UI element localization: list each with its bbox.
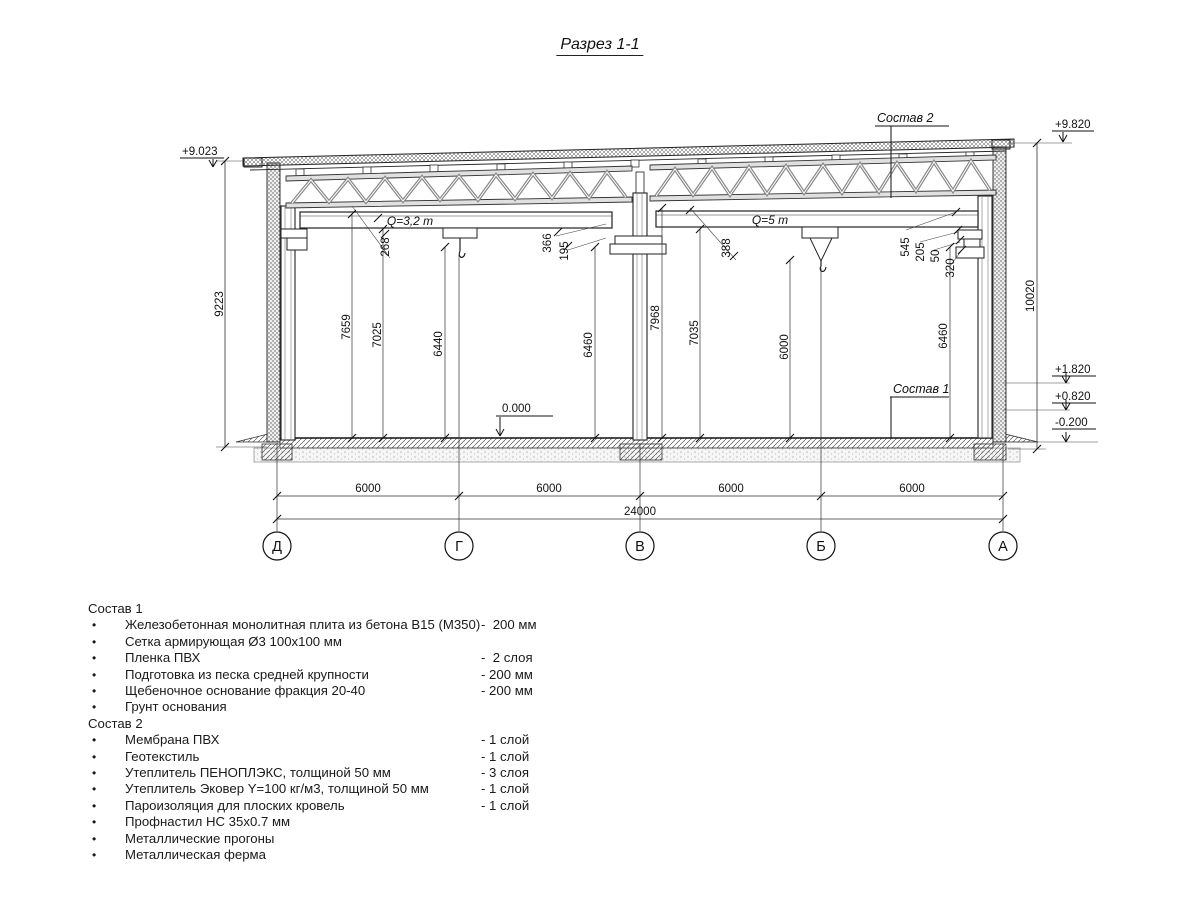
drawing-title: Разрез 1-1	[556, 36, 643, 56]
axis-label: В	[635, 539, 645, 555]
dim-inner: 7025	[372, 322, 384, 348]
elevation-roof-left: +9.023	[182, 146, 218, 158]
legend-item: • Утеплитель Эковер Y=100 кг/м3, толщиной 50 мм - 1 слой	[88, 781, 568, 797]
elevation-ground: -0.200	[1055, 417, 1088, 429]
axis-label: Д	[272, 539, 282, 555]
legend-item: • Подготовка из песка средней крупности - 200 мм	[88, 667, 568, 683]
dim-span: 6000	[355, 483, 381, 495]
bullet-icon: •	[92, 634, 97, 649]
bullet-icon: •	[92, 766, 97, 781]
elevation-roof-right: +9.820	[1055, 119, 1091, 131]
legend-item: • Пленка ПВХ - 2 слоя	[88, 650, 568, 666]
dim-detail: 268	[380, 237, 392, 257]
legend-item: • Металлическая ферма	[88, 847, 568, 863]
legend-item: • Сетка армирующая Ø3 100х100 мм	[88, 634, 568, 650]
legend-item: • Щебеночное основание фракция 20-40 - 200 мм	[88, 683, 568, 699]
bullet-icon: •	[92, 831, 97, 846]
bullet-icon: •	[92, 815, 97, 830]
dim-inner: 6460	[583, 332, 595, 358]
dim-span: 6000	[899, 483, 925, 495]
callout-sostav1: Состав 1	[893, 382, 950, 396]
legend-item: • Профнастил НС 35х0.7 мм	[88, 814, 568, 830]
bullet-icon: •	[92, 667, 97, 682]
callout-sostav2: Состав 2	[877, 111, 934, 125]
crane-capacity-right: Q=5 m	[751, 213, 789, 227]
dim-right-height: 10020	[1025, 280, 1037, 312]
dim-detail: 320	[945, 258, 957, 278]
grid-axes	[263, 532, 1017, 560]
dim-left-height: 9223	[214, 291, 226, 317]
bullet-icon: •	[92, 848, 97, 863]
truss-left	[286, 166, 632, 208]
dim-detail: 366	[542, 233, 554, 253]
bullet-icon: •	[92, 651, 97, 666]
bullet-icon: •	[92, 798, 97, 813]
crane-capacity-left: Q=3,2 m	[386, 214, 434, 228]
bullet-icon: •	[92, 749, 97, 764]
bullet-icon: •	[92, 733, 97, 748]
bullet-icon: •	[92, 782, 97, 797]
dim-inner: 7968	[650, 305, 662, 331]
legend-item: • Пароизоляция для плоских кровель - 1 слой	[88, 798, 568, 814]
dim-detail: 195	[559, 241, 571, 261]
dim-span: 6000	[536, 483, 562, 495]
bullet-icon: •	[92, 684, 97, 699]
dim-inner: 7659	[341, 314, 353, 340]
legend	[88, 601, 568, 864]
axis-label: Б	[816, 539, 826, 555]
legend-item: • Грунт основания	[88, 699, 568, 715]
elevation-wall-top: +1.820	[1055, 364, 1091, 376]
dim-inner: 7035	[689, 320, 701, 346]
dim-detail: 50	[930, 249, 942, 263]
dim-detail: 205	[915, 242, 927, 262]
elevation-floor: 0.000	[502, 403, 531, 415]
bullet-icon: •	[92, 700, 97, 715]
dim-inner: 6460	[938, 323, 950, 349]
legend-item: • Геотекстиль - 1 слой	[88, 749, 568, 765]
axis-label: А	[998, 539, 1008, 555]
dim-inner: 6000	[779, 334, 791, 360]
dim-span: 6000	[718, 483, 744, 495]
legend-item: • Металлические прогоны	[88, 831, 568, 847]
legend-sostav2-title: Состав 2	[88, 715, 143, 731]
elevation-wall-mid: +0.820	[1055, 391, 1091, 403]
dim-detail: 545	[900, 237, 912, 257]
legend-item: • Мембрана ПВХ - 1 слой	[88, 732, 568, 748]
legend-item: • Утеплитель ПЕНОПЛЭКС, толщиной 50 мм - 3 слоя	[88, 765, 568, 781]
bullet-icon: •	[92, 618, 97, 633]
dim-detail: 388	[721, 238, 733, 258]
dim-inner: 6440	[433, 331, 445, 357]
legend-sostav1-title: Состав 1	[88, 601, 143, 616]
axis-label: Г	[455, 539, 463, 555]
legend-item: • Железобетонная монолитная плита из бетона В15 (М350) - 200 мм	[88, 617, 568, 633]
dim-total: 24000	[624, 506, 656, 518]
